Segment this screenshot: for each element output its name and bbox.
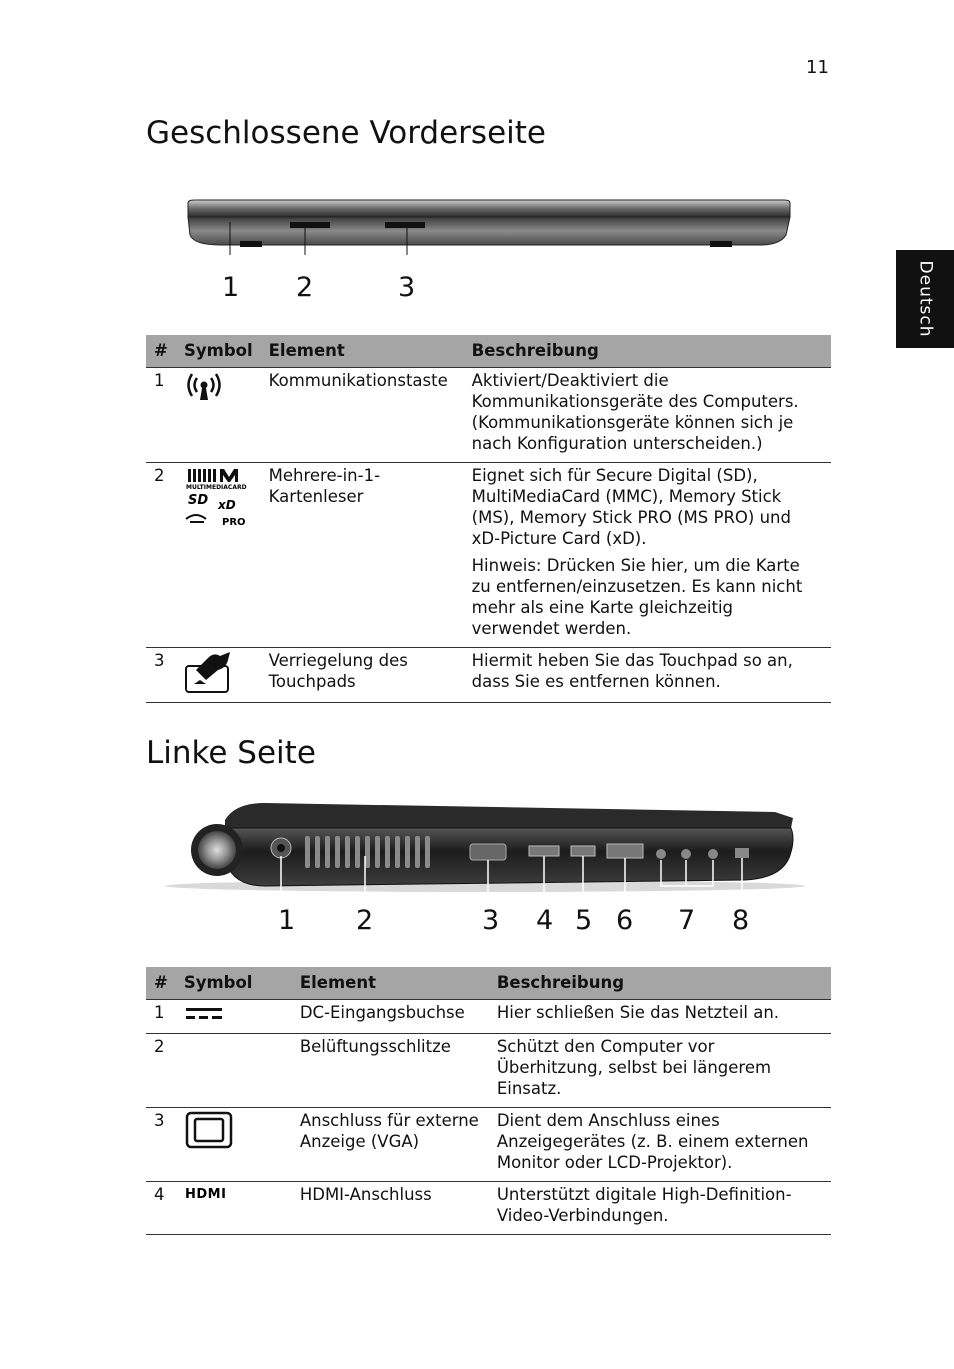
language-tab-label: Deutsch [915,260,935,338]
page-number: 11 [806,57,829,78]
row-description: Unterstützt digitale High-Definition-Video-Verbindungen. [489,1182,831,1235]
callout-left-6: 6 [616,905,634,936]
row-element: DC-Eingangsbuchse [292,1000,489,1034]
note-text: Drücken Sie hier, um die Karte zu entfernen/einzusetzen. Es kann nicht mehr als eine Karte gleichzeitig verwendet werden. [471,556,803,638]
language-tab [896,250,954,348]
ms-pro-logo-text: PRO [222,517,246,528]
callout-left-5: 5 [575,905,593,936]
row-number: 3 [146,648,176,703]
row-element: Verriegelung des Touchpads [261,648,464,703]
callout-front-3: 3 [398,272,416,303]
laptop-left-view-illustration [165,798,805,910]
callout-front-2: 2 [296,272,314,303]
note-label: Hinweis: [471,556,542,575]
sd-logo-text: SD [188,493,209,508]
table-row [146,648,831,703]
row-description: Hiermit heben Sie das Touchpad so an, dass Sie es entfernen können. [464,648,831,703]
row-number: 2 [146,463,176,648]
xd-logo-text: xD [218,498,236,512]
col-symbol: Symbol [176,335,261,368]
vga-monitor-icon [184,1110,234,1152]
wireless-communication-icon [184,370,224,406]
callout-left-2: 2 [356,905,374,936]
col-element: Element [292,967,489,1000]
table-header-row [146,967,831,1000]
callout-left-4: 4 [536,905,554,936]
col-element: Element [261,335,464,368]
hdmi-logo-icon [184,1184,244,1204]
row-description: Dient dem Anschluss eines Anzeigegerätes (z. B. einem externen Monitor oder LCD-Projektor). [489,1108,831,1182]
row-number: 1 [146,1000,176,1034]
mmc-logo-text: MULTIMEDIACARD [186,484,247,491]
section-title-left: Linke Seite [146,735,316,771]
dc-power-icon [184,1002,224,1024]
row-note [472,555,823,639]
table-row [146,1108,831,1182]
section-title-front: Geschlossene Vorderseite [146,115,546,151]
row-element: HDMI-Anschluss [292,1182,489,1235]
callout-left-8: 8 [732,905,750,936]
laptop-front-view-illustration [180,195,800,255]
table-row [146,463,831,648]
col-description: Beschreibung [489,967,831,1000]
touchpad-lock-icon [184,650,234,694]
table-header-row [146,335,831,368]
row-description: Aktiviert/Deaktiviert die Kommunikationsgeräte des Computers. (Kommunikationsgeräte können sich je nach Konfiguration unterscheiden.) [464,368,831,463]
row-number: 1 [146,368,176,463]
table-row [146,1000,831,1034]
front-components-table [146,335,831,703]
col-description: Beschreibung [464,335,831,368]
hdmi-logo-text: HDMI [184,1187,227,1202]
row-number: 2 [146,1034,176,1108]
row-description: Hier schließen Sie das Netzteil an. [489,1000,831,1034]
left-components-table [146,967,831,1235]
row-element: Anschluss für externe Anzeige (VGA) [292,1108,489,1182]
table-row [146,1034,831,1108]
callout-left-7: 7 [678,905,696,936]
row-element: Mehrere-in-1-Kartenleser [261,463,464,648]
row-description: Schützt den Computer vor Überhitzung, selbst bei längerem Einsatz. [489,1034,831,1108]
callout-left-3: 3 [482,905,500,936]
row-element: Belüftungsschlitze [292,1034,489,1108]
callout-left-1: 1 [278,905,296,936]
row-number: 4 [146,1182,176,1235]
col-symbol: Symbol [176,967,292,1000]
table-row [146,1182,831,1235]
row-description: Eignet sich für Secure Digital (SD), MultiMediaCard (MMC), Memory Stick (MS), Memory Stick PRO (MS PRO) und xD-Picture Card (xD). [471,466,791,548]
card-reader-formats-icon [184,465,250,531]
table-row [146,368,831,463]
row-number: 3 [146,1108,176,1182]
row-element: Kommunikationstaste [261,368,464,463]
col-number: # [146,967,176,1000]
col-number: # [146,335,176,368]
callout-front-1: 1 [222,272,240,303]
